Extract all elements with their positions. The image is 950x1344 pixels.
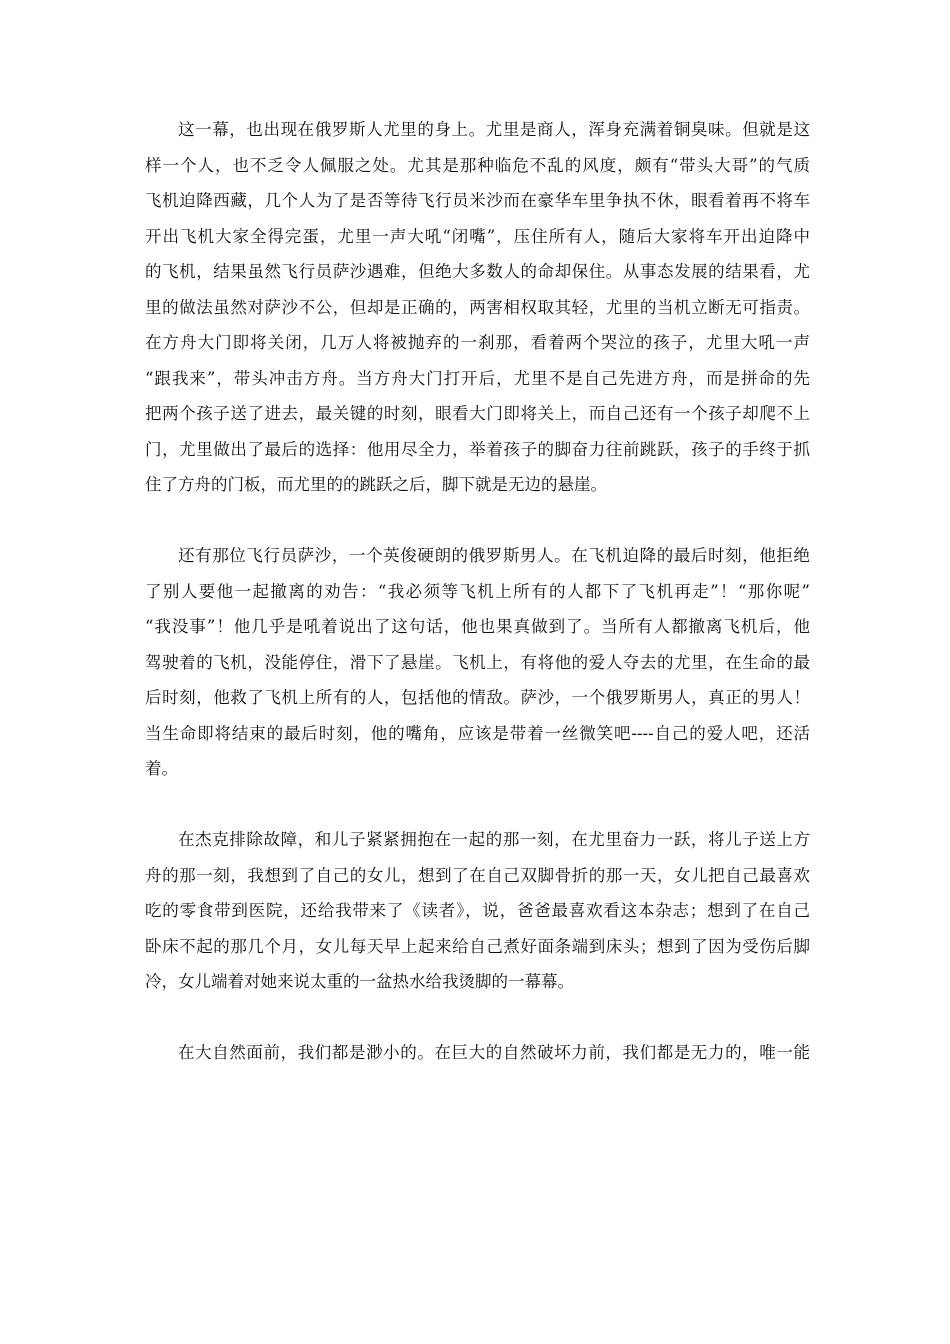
- text-line: 在方舟大门即将关闭，几万人将被抛弃的一刹那，看着两个哭泣的孩子，尤里大吼一声: [145, 333, 810, 352]
- text-line: 样一个人，也不乏令人佩服之处。尤其是那种临危不乱的风度，颇有“带头大哥”的气质: [145, 155, 810, 175]
- text-line: 门，尤里做出了最后的选择：他用尽全力，举着孩子的脚奋力往前跳跃，孩子的手终于抓: [145, 439, 810, 459]
- paragraph-spacer: [145, 1000, 810, 1036]
- paragraph-spacer: [145, 787, 810, 823]
- paragraph-1: [145, 112, 810, 503]
- paragraph-2: [145, 538, 810, 787]
- text-line: 开出飞机大家全得完蛋，尤里一声大吼“闭嘴”，压住所有人，随后大家将车开出迫降中: [145, 226, 810, 246]
- text-line: 还有那位飞行员萨沙，一个英俊硬朗的俄罗斯男人。在飞机迫降的最后时刻，他拒绝: [178, 546, 810, 565]
- text-line: 卧床不起的那几个月，女儿每天早上起来给自己煮好面条端到床头；想到了因为受伤后脚: [145, 936, 810, 956]
- paragraph-3: [145, 822, 810, 1000]
- paragraph-4: [145, 1035, 810, 1071]
- text-line: 的飞机，结果虽然飞行员萨沙遇难，但绝大多数人的命却保住。从事态发展的结果看，尤: [145, 262, 810, 281]
- paragraph-spacer: [145, 503, 810, 539]
- text-line: 把两个孩子送了进去，最关键的时刻，眼看大门即将关上，而自己还有一个孩子却爬不上: [145, 404, 810, 423]
- text-line: 驾驶着的飞机，没能停住，滑下了悬崖。飞机上，有将他的爱人夺去的尤里，在生命的最: [145, 652, 810, 672]
- text-line: 住了方舟的门板，而尤里的的跳跃之后，脚下就是无边的悬崖。: [145, 475, 607, 494]
- text-line: 里的做法虽然对萨沙不公，但却是正确的，两害相权取其轻，尤里的当机立断无可指责。: [145, 297, 810, 317]
- text-line: 后时刻，他救了飞机上所有的人，包括他的情敌。萨沙，一个俄罗斯男人，真正的男人！: [145, 688, 810, 707]
- text-line: 舟的那一刻，我想到了自己的女儿，想到了在自己双脚骨折的那一天，女儿把自己最喜欢: [145, 865, 810, 885]
- text-line: “跟我来”，带头冲击方舟。当方舟大门打开后，尤里不是自己先进方舟，而是拼命的先: [145, 368, 810, 388]
- text-line: 这一幕，也出现在俄罗斯人尤里的身上。尤里是商人，浑身充满着铜臭味。但就是这: [178, 120, 810, 139]
- text-line: 着。: [145, 759, 178, 778]
- text-line: 在杰克排除故障，和儿子紧紧拥抱在一起的那一刻，在尤里奋力一跃，将儿子送上方: [178, 830, 810, 849]
- text-line: 飞机迫降西藏，几个人为了是否等待飞行员米沙而在豪华车里争执不休，眼看着再不将车: [145, 191, 810, 210]
- document-body: [145, 112, 810, 1071]
- text-line: 吃的零食带到医院，还给我带来了《读者》，说，爸爸最喜欢看这本杂志；想到了在自己: [145, 901, 810, 920]
- text-line: 当生命即将结束的最后时刻，他的嘴角，应该是带着一丝微笑吧----自己的爱人吧，还活: [145, 723, 810, 743]
- text-line: 冷，女儿端着对她来说太重的一盆热水给我烫脚的一幕幕。: [145, 972, 574, 991]
- text-line: “我没事”！他几乎是吼着说出了这句话，他也果真做到了。当所有人都撤离飞机后，他: [145, 617, 810, 636]
- text-line: 了别人要他一起撤离的劝告：“我必须等飞机上所有的人都下了飞机再走”！“那你呢”: [145, 581, 810, 601]
- text-line: 在大自然面前，我们都是渺小的。在巨大的自然破坏力前，我们都是无力的，唯一能: [178, 1043, 810, 1062]
